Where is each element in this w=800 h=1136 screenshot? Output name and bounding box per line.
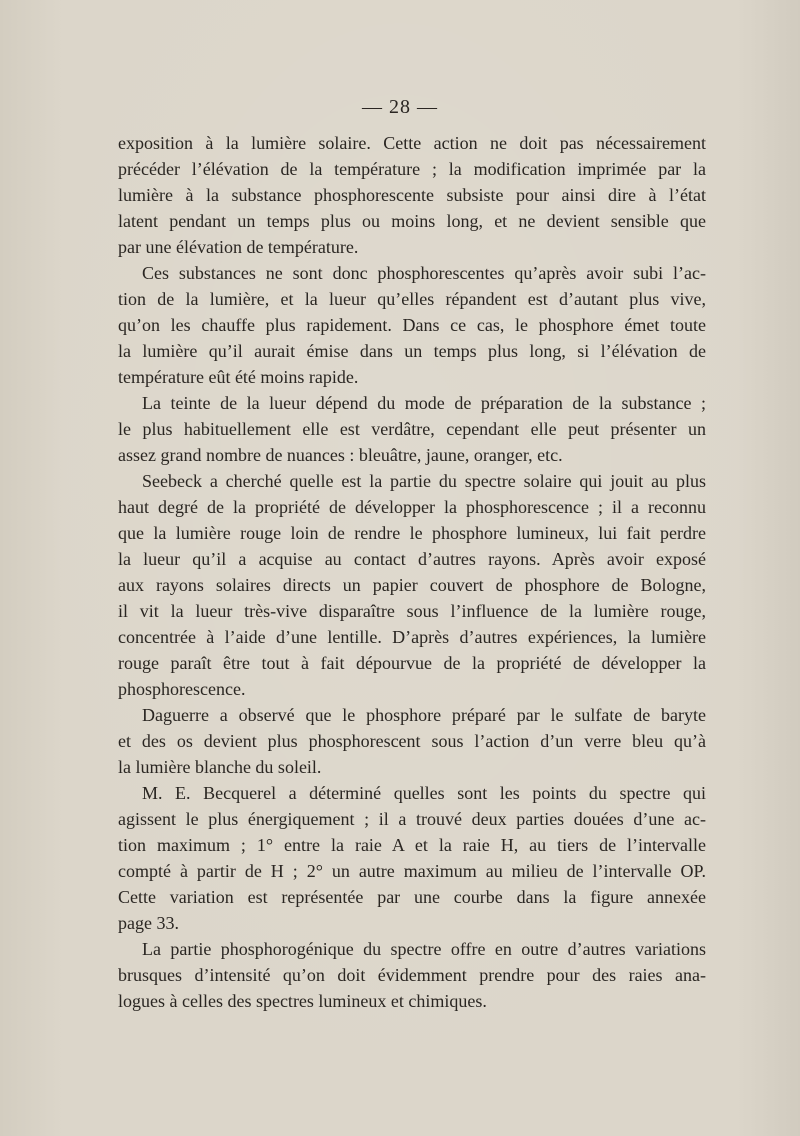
text-line: la lumière qu’il aurait émise dans un temps plus long, si l’élévation de	[118, 341, 706, 361]
text-line: lumière à la substance phosphorescente subsiste pour ainsi dire à l’état	[118, 185, 706, 205]
text-line: latent pendant un temps plus ou moins long, et ne devient sensible que	[118, 211, 706, 231]
text-line: page 33.	[118, 913, 179, 933]
text-line: brusques d’intensité qu’on doit évidemment prendre pour des raies ana-	[118, 965, 706, 985]
text-line: le plus habituellement elle est verdâtre, cependant elle peut présenter un	[118, 419, 706, 439]
text-line: que la lumière rouge loin de rendre le phosphore lumineux, lui fait perdre	[118, 523, 706, 543]
text-line: La partie phosphorogénique du spectre offre en outre d’autres variations	[142, 939, 706, 959]
page-number: — 28 —	[362, 96, 438, 118]
text-line: agissent le plus énergiquement ; il a trouvé deux parties douées d’une ac-	[118, 809, 706, 829]
text-line: qu’on les chauffe plus rapidement. Dans ce cas, le phosphore émet toute	[118, 315, 706, 335]
text-line: Seebeck a cherché quelle est la partie du spectre solaire qui jouit au plus	[142, 471, 706, 491]
text-line: température eût été moins rapide.	[118, 367, 359, 387]
text-line: précéder l’élévation de la température ; la modification imprimée par la	[118, 159, 706, 179]
text-line: rouge paraît être tout à fait dépourvue de la propriété de développer la	[118, 653, 706, 673]
text-line: aux rayons solaires directs un papier couvert de phosphore de Bologne,	[118, 575, 706, 595]
text-line: par une élévation de température.	[118, 237, 359, 257]
body-text	[118, 130, 706, 1014]
text-line: concentrée à l’aide d’une lentille. D’après d’autres expériences, la lumière	[118, 627, 706, 647]
text-line: assez grand nombre de nuances : bleuâtre, jaune, oranger, etc.	[118, 445, 563, 465]
text-line: Ces substances ne sont donc phosphorescentes qu’après avoir subi l’ac-	[142, 263, 706, 283]
text-line: tion maximum ; 1° entre la raie A et la raie H, au tiers de l’intervalle	[118, 835, 706, 855]
text-line: Cette variation est représentée par une courbe dans la figure annexée	[118, 887, 706, 907]
text-line: M. E. Becquerel a déterminé quelles sont les points du spectre qui	[142, 783, 706, 803]
text-line: exposition à la lumière solaire. Cette action ne doit pas nécessairement	[118, 133, 706, 153]
text-line: Daguerre a observé que le phosphore préparé par le sulfate de baryte	[142, 705, 706, 725]
text-line: et des os devient plus phosphorescent sous l’action d’un verre bleu qu’à	[118, 731, 706, 751]
text-line: compté à partir de H ; 2° un autre maximum au milieu de l’intervalle OP.	[118, 861, 706, 881]
text-line: phosphorescence.	[118, 679, 246, 699]
text-line: logues à celles des spectres lumineux et chimiques.	[118, 991, 487, 1011]
text-line: il vit la lueur très-vive disparaître sous l’influence de la lumière rouge,	[118, 601, 706, 621]
text-line: la lueur qu’il a acquise au contact d’autres rayons. Après avoir exposé	[118, 549, 706, 569]
text-line: La teinte de la lueur dépend du mode de préparation de la substance ;	[142, 393, 706, 413]
text-line: la lumière blanche du soleil.	[118, 757, 322, 777]
text-line: tion de la lumière, et la lueur qu’elles répandent est d’autant plus vive,	[118, 289, 706, 309]
text-line: haut degré de la propriété de développer la phosphorescence ; il a reconnu	[118, 497, 706, 517]
